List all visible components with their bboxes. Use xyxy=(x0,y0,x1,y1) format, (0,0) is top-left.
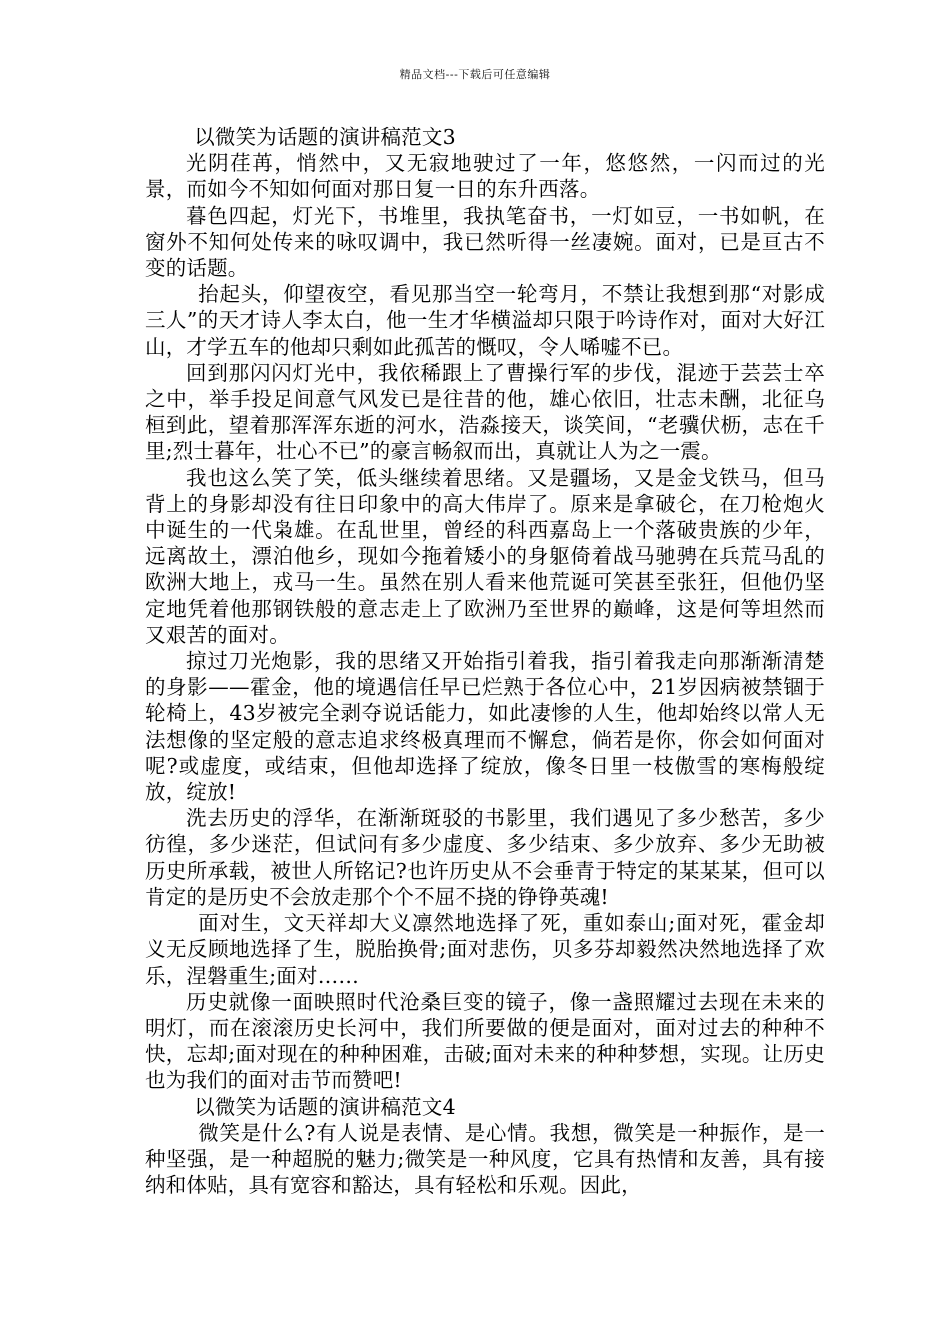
page-header: 精品文档---下载后可任意编辑 xyxy=(399,68,551,81)
paragraph: 洗去历史的浮华，在渐渐斑驳的书影里，我们遇见了多少愁苦，多少彷徨，多少迷茫，但试问有多少虚度、多少结束、多少放弃、多少无助被历史所承载，被世人所铭记?也许历史从不会垂青于特定的某某某，但可以肯定的是历史不会放走那个个不屈不挠的铮铮英魂! xyxy=(145,806,825,909)
section-title: 以微笑为话题的演讲稿范文4 xyxy=(194,1094,456,1119)
paragraph: 掠过刀光炮影，我的思绪又开始指引着我，指引着我走向那渐渐清楚的身影——霍金，他的境遇信任早已烂熟于各位心中，21岁因病被禁锢于轮椅上，43岁被完全剥夺说话能力，如此凄惨的人生，他却始终以常人无法想像的坚定般的意志追求终极真理而不懈怠，倘若是你，你会如何面对呢?或虚度，或结束，但他却选择了绽放，像冬日里一枝傲雪的寒梅般绽放，绽放! xyxy=(145,649,825,805)
paragraph: 我也这么笑了笑，低头继续着思绪。又是疆场，又是金戈铁马，但马背上的身影却没有往日印象中的高大伟岸了。原来是拿破仑，在刀枪炮火中诞生的一代枭雄。在乱世里，曾经的科西嘉岛上一个落破贵族的少年，远离故土，漂泊他乡，现如今拖着矮小的身躯倚着战马驰骋在兵荒马乱的欧洲大地上，戎马一生。虽然在别人看来他荒诞可笑甚至张狂，但他仍坚定地凭着他那钢铁般的意志走上了欧洲乃至世界的巅峰，这是何等坦然而又艰苦的面对。 xyxy=(145,465,825,647)
paragraph: 微笑是什么?有人说是表情、是心情。我想，微笑是一种振作，是一种坚强，是一种超脱的魅力;微笑是一种风度，它具有热情和友善，具有接纳和体贴，具有宽容和豁达，具有轻松和乐观。因此， xyxy=(145,1120,825,1198)
paragraph: 暮色四起，灯光下，书堆里，我执笔奋书，一灯如豆，一书如帆，在窗外不知何处传来的咏叹调中，我已然听得一丝凄婉。面对，已是亘古不变的话题。 xyxy=(145,203,825,281)
paragraph: 面对生，文天祥却大义凛然地选择了死，重如泰山;面对死，霍金却义无反顾地选择了生，脱胎换骨;面对悲伤，贝多芬却毅然决然地选择了欢乐，涅磐重生;面对…… xyxy=(145,911,825,988)
paragraph: 历史就像一面映照时代沧桑巨变的镜子，像一盏照耀过去现在未来的明灯，而在滚滚历史长河中，我们所要做的便是面对，面对过去的种种不快，忘却;面对现在的种种困难，击破;面对未来的种种梦想，实现。让历史也为我们的面对击节而赞吧! xyxy=(145,989,825,1093)
document-body xyxy=(145,124,825,1198)
paragraph: 抬起头，仰望夜空，看见那当空一轮弯月，不禁让我想到那“对影成三人”的天才诗人李太白，他一生才华横溢却只限于吟诗作对，面对大好江山，才学五车的他却只剩如此孤苦的慨叹，令人唏嘘不已。 xyxy=(145,282,825,359)
paragraph: 回到那闪闪灯光中，我依稀跟上了曹操行军的步伐，混迹于芸芸士卒之中，举手投足间意气风发已是往昔的他，雄心依旧，壮志未酬，北征乌桓到此，望着那浑浑东逝的河水，浩淼接天，谈笑间，“老骥伏枥，志在千里;烈士暮年，壮心不已”的豪言畅叙而出，真就让人为之一震。 xyxy=(145,360,825,464)
section-title: 以微笑为话题的演讲稿范文3 xyxy=(194,125,456,149)
paragraph: 光阴荏苒，悄然中，又无寂地驶过了一年，悠悠然，一闪而过的光景，而如今不知如何面对那日复一日的东升西落。 xyxy=(145,151,825,202)
